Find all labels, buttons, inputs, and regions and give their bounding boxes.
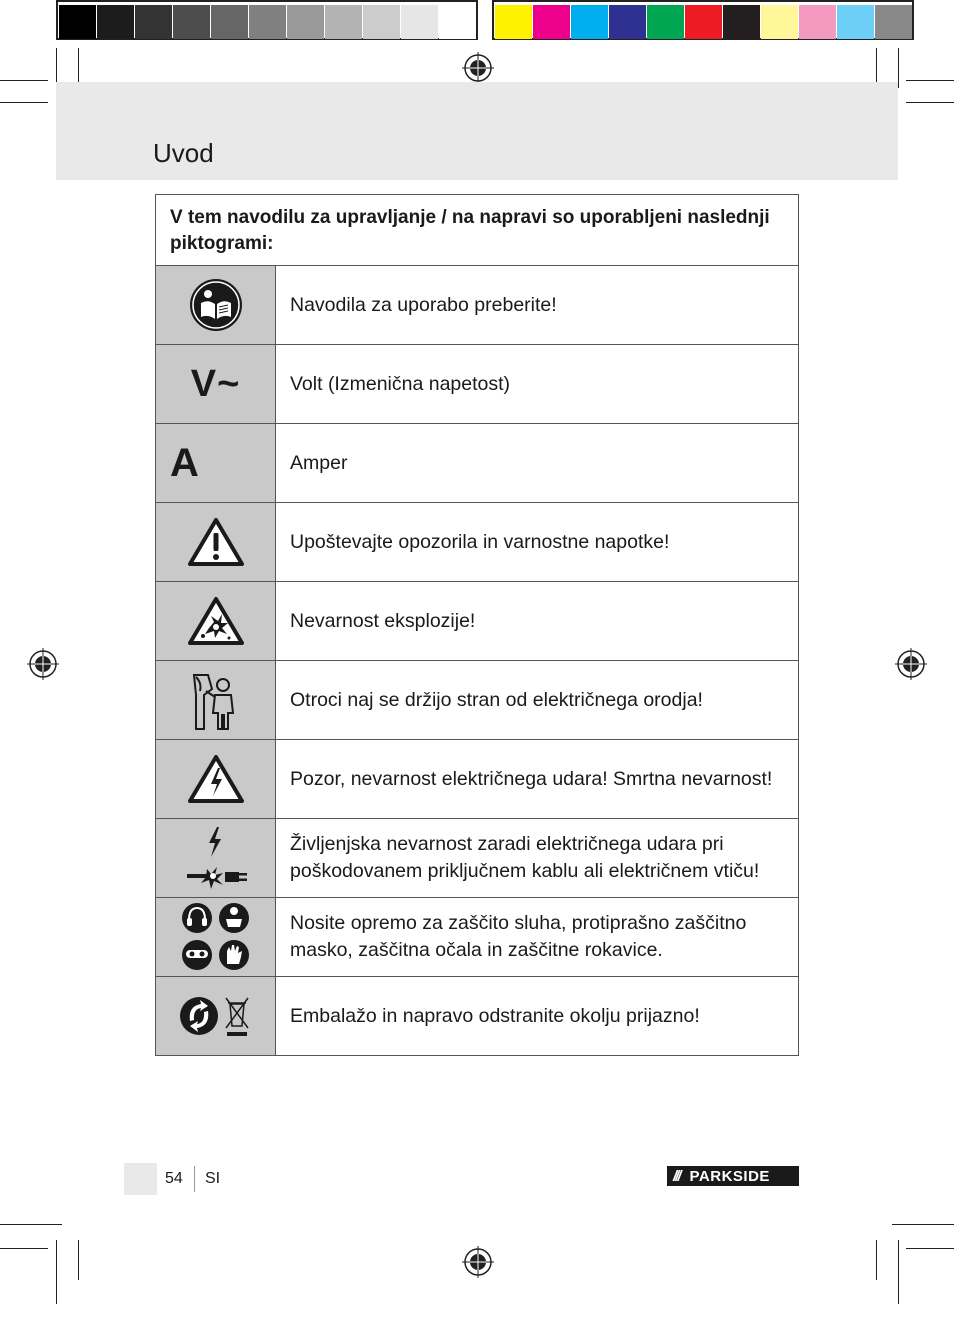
crop-mark xyxy=(906,1248,954,1249)
crop-mark xyxy=(898,48,899,88)
brand-logo xyxy=(667,1166,799,1186)
registration-target-icon xyxy=(27,648,59,680)
color-swatch xyxy=(685,5,722,39)
page-number: 54 xyxy=(165,1170,183,1187)
brand-name: PARKSIDE xyxy=(689,1167,770,1185)
volt-ac-icon: V~ xyxy=(190,362,241,405)
crop-mark xyxy=(876,1240,877,1280)
color-swatch xyxy=(533,5,570,39)
table-row xyxy=(156,819,799,898)
registration-target-icon xyxy=(462,1246,494,1278)
color-calibration-bar xyxy=(56,0,914,40)
color-swatch xyxy=(97,5,134,39)
pictogram-table xyxy=(155,194,799,1056)
crop-mark xyxy=(906,102,954,103)
row-text: Amper xyxy=(276,424,799,503)
crop-mark xyxy=(78,1240,79,1280)
crop-mark xyxy=(0,1248,48,1249)
color-swatch xyxy=(609,5,646,39)
table-row xyxy=(156,661,799,740)
table-row xyxy=(156,345,799,424)
color-swatch xyxy=(249,5,286,39)
recycling-disposal-icon xyxy=(179,992,253,1040)
footer-tab xyxy=(124,1163,157,1195)
section-title: Uvod xyxy=(153,138,214,168)
protective-equipment-icon xyxy=(180,901,252,973)
crop-mark xyxy=(0,80,48,81)
keep-children-away-icon xyxy=(190,669,242,731)
crop-mark xyxy=(0,1224,62,1225)
table-row xyxy=(156,503,799,582)
color-swatch xyxy=(761,5,798,39)
registration-target-icon xyxy=(895,648,927,680)
process-color-swatches xyxy=(492,0,914,40)
crop-mark xyxy=(898,1240,899,1304)
electric-shock-icon xyxy=(187,754,245,804)
color-swatch xyxy=(837,5,874,39)
crop-mark xyxy=(0,102,48,103)
row-text: Pozor, nevarnost električnega udara! Smrtna nevarnost! xyxy=(276,740,799,819)
table-row xyxy=(156,740,799,819)
color-swatch xyxy=(799,5,836,39)
color-swatch xyxy=(401,5,438,39)
language-code: SI xyxy=(205,1170,221,1187)
footer-divider xyxy=(194,1166,195,1192)
row-text: Upoštevajte opozorila in varnostne napotke! xyxy=(276,503,799,582)
brand-slashes: /// xyxy=(673,1167,680,1185)
row-text: Nosite opremo za zaščito sluha, protiprašno zaščitno masko, zaščitna očala in zaščitne rokavice. xyxy=(276,898,799,977)
explosion-hazard-icon xyxy=(187,596,245,646)
color-swatch xyxy=(439,5,476,39)
row-text: Življenjska nevarnost zaradi električnega udara pri poškodovanem priključnem kablu ali električnem vtiču! xyxy=(276,819,799,898)
crop-mark xyxy=(56,1240,57,1304)
color-swatch xyxy=(211,5,248,39)
warning-triangle-icon xyxy=(187,517,245,567)
color-swatch xyxy=(647,5,684,39)
table-row xyxy=(156,582,799,661)
color-swatch xyxy=(571,5,608,39)
damaged-cable-icon xyxy=(181,825,251,891)
registration-target-icon xyxy=(462,52,494,84)
color-swatch xyxy=(173,5,210,39)
color-swatch xyxy=(325,5,362,39)
crop-mark xyxy=(892,1224,954,1225)
table-header: V tem navodilu za upravljanje / na napravi so uporabljeni naslednji piktogrami: xyxy=(156,195,799,266)
color-swatch xyxy=(723,5,760,39)
table-row xyxy=(156,898,799,977)
color-swatch xyxy=(363,5,400,39)
row-text: Volt (Izmenična napetost) xyxy=(276,345,799,424)
crop-mark xyxy=(906,80,954,81)
table-row xyxy=(156,424,799,503)
color-swatch xyxy=(495,5,532,39)
row-text: Nevarnost eksplozije! xyxy=(276,582,799,661)
color-swatch xyxy=(135,5,172,39)
read-manual-icon xyxy=(188,277,244,333)
color-swatch xyxy=(287,5,324,39)
table-row xyxy=(156,266,799,345)
row-text: Embalažo in napravo odstranite okolju prijazno! xyxy=(276,977,799,1056)
row-text: Navodila za uporabo preberite! xyxy=(276,266,799,345)
row-text: Otroci naj se držijo stran od električnega orodja! xyxy=(276,661,799,740)
grayscale-swatches xyxy=(56,0,478,40)
table-row xyxy=(156,977,799,1056)
color-swatch xyxy=(875,5,912,39)
color-swatch xyxy=(59,5,96,39)
ampere-icon: A xyxy=(170,440,199,485)
